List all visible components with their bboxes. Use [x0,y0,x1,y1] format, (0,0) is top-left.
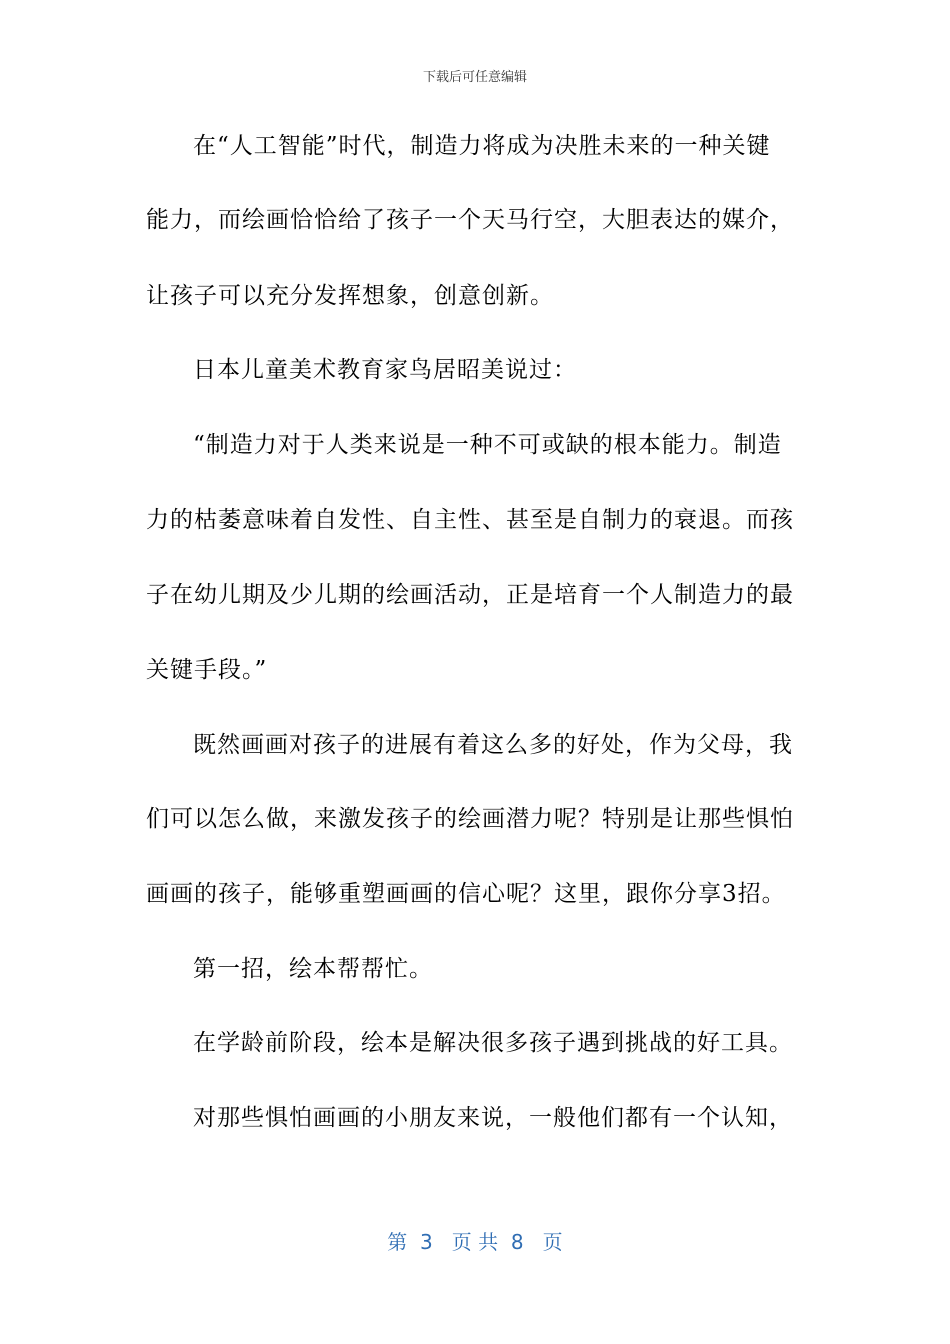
paragraph-line: 日本儿童美术教育家鸟居昭美说过： [193,357,577,383]
paragraph-line: 对那些惧怕画画的小朋友来说，一般他们都有一个认知， [193,1105,793,1131]
paragraph-line: 在“人工智能”时代，制造力将成为决胜未来的一种关键 [193,133,771,159]
paragraph-line: 力的枯萎意味着自发性、自主性、甚至是自制力的衰退。而孩 [146,507,794,533]
paragraph-line: 画画的孩子，能够重塑画画的信心呢？这里，跟你分享3招。 [146,881,786,907]
paragraph-line: 既然画画对孩子的进展有着这么多的好处，作为父母，我 [193,732,793,758]
page-header: 下载后可任意编辑 [422,70,527,85]
paragraph-line: 让孩子可以充分发挥想象，创意创新。 [146,283,554,309]
page-number-footer: 第 3 页 共 8 页 [387,1230,563,1254]
paragraph-line: 第一招，绘本帮帮忙。 [193,956,433,982]
paragraph-line: 能力，而绘画恰恰给了孩子一个天马行空，大胆表达的媒介， [146,207,794,233]
paragraph-line: 关键手段。” [146,657,268,683]
paragraph-line: 在学龄前阶段，绘本是解决很多孩子遇到挑战的好工具。 [193,1030,793,1056]
paragraph-line: “制造力对于人类来说是一种不可或缺的根本能力。制造 [193,432,782,458]
paragraph-line: 们可以怎么做，来激发孩子的绘画潜力呢？特别是让那些惧怕 [146,806,794,832]
paragraph-line: 子在幼儿期及少儿期的绘画活动，正是培育一个人制造力的最 [146,582,794,608]
